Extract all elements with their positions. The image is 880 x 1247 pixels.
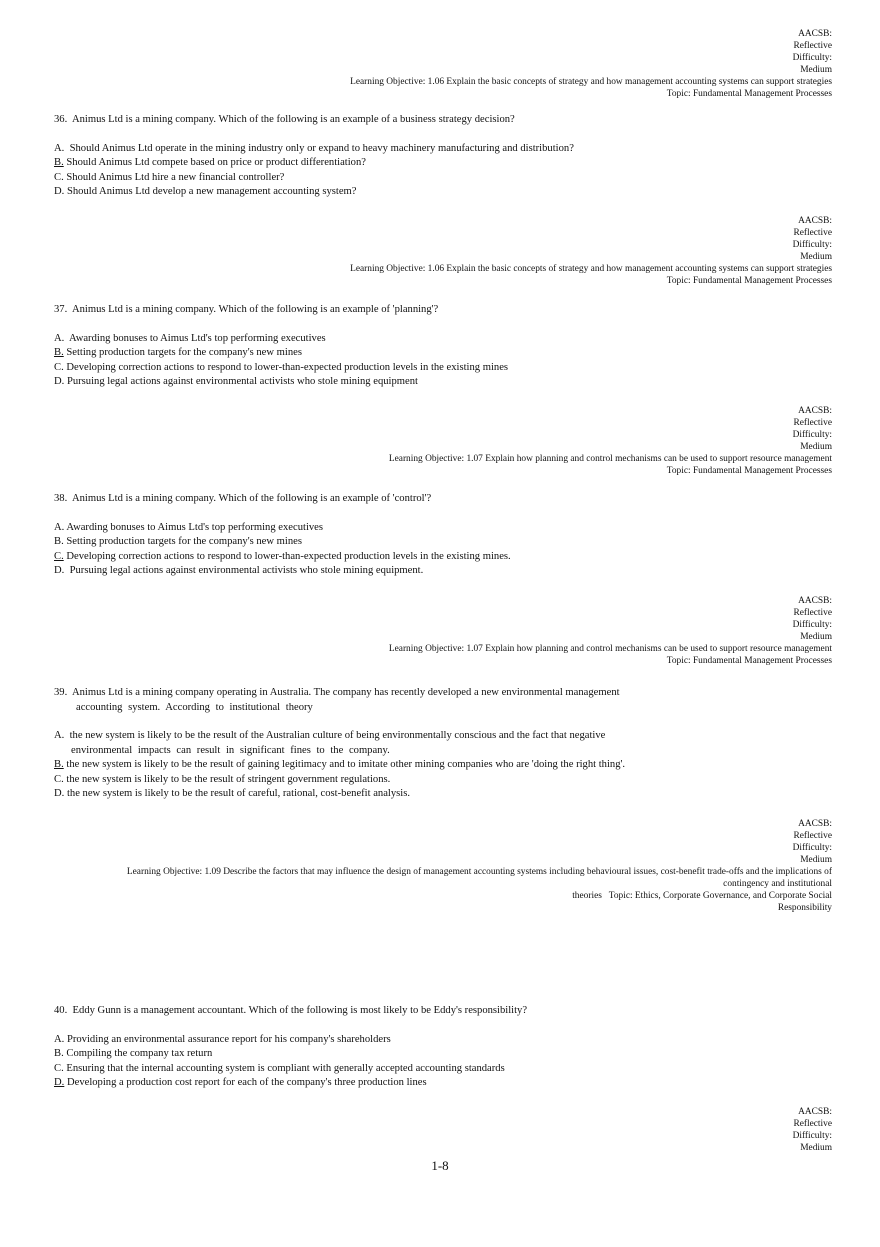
option-a: [54, 332, 820, 347]
option-text: Setting production targets for the company's new mines: [66, 347, 302, 358]
option-a: [54, 521, 820, 536]
aacsb-label: AACSB:: [798, 596, 832, 606]
option-letter-correct: B.: [54, 347, 64, 358]
difficulty-label: Difficulty:: [792, 53, 832, 63]
option-text: Should Animus Ltd compete based on price or product differentiation?: [66, 157, 366, 168]
option-d: [54, 185, 820, 200]
option-letter: D.: [54, 186, 65, 197]
option-text: Setting production targets for the company's new mines: [66, 536, 302, 547]
learning-objective-tail: theories: [572, 891, 602, 901]
option-letter-correct: C.: [54, 550, 64, 562]
option-a: [54, 1033, 820, 1048]
option-text: Should Animus Ltd hire a new financial controller?: [66, 171, 285, 183]
option-letter-correct: B.: [54, 157, 64, 168]
learning-objective: Learning Objective: 1.06 Explain the basic concepts of strategy and how management accounting systems can support strategies: [350, 264, 832, 274]
option-text: Pursuing legal actions against environmental activists who stole mining equipment: [66, 376, 418, 387]
option-text: Should Animus Ltd operate in the mining industry only or expand to heavy machinery manufacturing and distribution?: [69, 142, 574, 154]
aacsb-label: AACSB:: [798, 819, 832, 829]
question-metadata: [389, 405, 832, 477]
aacsb-value: Reflective: [793, 418, 832, 428]
option-letter: D.: [54, 376, 65, 387]
option-text: Awarding bonuses to Aimus Ltd's top performing executives: [69, 332, 326, 344]
question-metadata: [90, 818, 832, 914]
question-stem-continuation: accounting system. According to institutional theory: [76, 701, 313, 713]
option-letter: D.: [54, 565, 65, 576]
question-number: 39.: [54, 687, 68, 698]
option-d: [54, 564, 820, 579]
option-text: Compiling the company tax return: [66, 1048, 213, 1059]
option-letter: A.: [54, 730, 65, 741]
question-metadata: [350, 28, 832, 100]
question-metadata: [793, 1106, 832, 1154]
topic-tail: Responsibility: [777, 903, 832, 913]
question-stem: Animus Ltd is a mining company. Which of the following is an example of 'planning'?: [71, 304, 439, 315]
option-letter: A.: [54, 521, 65, 533]
option-b-correct: [54, 758, 820, 773]
question-40: [54, 1004, 820, 1091]
option-text-continuation: environmental impacts can result in significant fines to the company.: [71, 744, 390, 756]
question-stem: Animus Ltd is a mining company operating in Australia. The company has recently developed a new environmental management: [71, 687, 620, 698]
page-number: 1-8: [431, 1158, 449, 1173]
difficulty-label: Difficulty:: [792, 843, 832, 853]
topic: Topic: Fundamental Management Processes: [666, 466, 832, 476]
learning-objective: Learning Objective: 1.07 Explain how planning and control mechanisms can be used to support resource management: [388, 644, 832, 654]
option-text: Awarding bonuses to Aimus Ltd's top performing executives: [66, 521, 324, 533]
topic: Topic: Fundamental Management Processes: [666, 656, 832, 666]
difficulty-value: Medium: [800, 1143, 832, 1153]
option-letter: C.: [54, 1062, 64, 1074]
question-stem: Animus Ltd is a mining company. Which of the following is an example of a business strategy decision?: [71, 114, 515, 125]
option-c: [54, 361, 820, 376]
aacsb-value: Reflective: [793, 608, 832, 618]
option-a: [54, 142, 820, 157]
question-39: [54, 686, 820, 802]
option-b-correct: [54, 156, 820, 171]
difficulty-value: Medium: [800, 632, 832, 642]
aacsb-label: AACSB:: [798, 406, 832, 416]
option-c: [54, 1062, 820, 1077]
difficulty-label: Difficulty:: [792, 430, 832, 440]
difficulty-value: Medium: [800, 65, 832, 75]
question-38: [54, 492, 820, 579]
option-text: Providing an environmental assurance report for his company's shareholders: [66, 1033, 391, 1045]
option-text: Ensuring that the internal accounting system is compliant with generally accepted accounting standards: [66, 1062, 505, 1074]
option-letter-correct: B.: [54, 759, 64, 770]
option-letter: B.: [54, 1048, 64, 1059]
topic: Topic: Ethics, Corporate Governance, and Corporate Social: [608, 891, 832, 901]
option-c: [54, 773, 820, 788]
aacsb-value: Reflective: [793, 831, 832, 841]
option-text: Developing correction actions to respond to lower-than-expected production levels in the existing mines.: [66, 550, 511, 562]
option-d: [54, 375, 820, 390]
option-text: Pursuing legal actions against environmental activists who stole mining equipment.: [69, 565, 424, 576]
option-letter: A.: [54, 1033, 65, 1045]
option-letter: B.: [54, 536, 64, 547]
option-letter: C.: [54, 361, 64, 373]
option-letter: C.: [54, 171, 64, 183]
option-letter: C.: [54, 773, 64, 785]
option-letter-correct: D.: [54, 1077, 65, 1088]
learning-objective: Learning Objective: 1.09 Describe the factors that may influence the design of management accounting systems including behavioural issues, cost-benefit trade-offs and the implications of contingency and institutional: [126, 867, 832, 889]
option-b-correct: [54, 346, 820, 361]
option-c: [54, 171, 820, 186]
difficulty-label: Difficulty:: [792, 240, 832, 250]
topic: Topic: Fundamental Management Processes: [666, 276, 832, 286]
option-a: [54, 729, 820, 758]
question-number: 37.: [54, 304, 68, 315]
difficulty-value: Medium: [800, 855, 832, 865]
difficulty-value: Medium: [800, 252, 832, 262]
option-d-correct: [54, 1076, 820, 1091]
option-text: Developing a production cost report for each of the company's three production lines: [66, 1077, 427, 1088]
question-stem: Eddy Gunn is a management accountant. Which of the following is most likely to be Eddy's responsibility?: [72, 1005, 528, 1016]
question-36: [54, 113, 820, 200]
option-text: the new system is likely to be the result of the Australian culture of being environmentally conscious and the fact that negative: [69, 730, 606, 741]
aacsb-label: AACSB:: [798, 216, 832, 226]
aacsb-value: Reflective: [793, 228, 832, 238]
option-b: [54, 1047, 820, 1062]
difficulty-label: Difficulty:: [792, 1131, 832, 1141]
option-letter: A.: [54, 142, 65, 154]
option-text: Should Animus Ltd develop a new management accounting system?: [66, 186, 357, 197]
difficulty-label: Difficulty:: [792, 620, 832, 630]
question-metadata: [389, 595, 832, 667]
aacsb-value: Reflective: [793, 41, 832, 51]
learning-objective: Learning Objective: 1.07 Explain how planning and control mechanisms can be used to support resource management: [388, 454, 832, 464]
option-b: [54, 535, 820, 550]
option-letter: D.: [54, 788, 65, 799]
option-c-correct: [54, 550, 820, 565]
option-text: the new system is likely to be the result of gaining legitimacy and to imitate other mining companies who are 'doing the right thing'.: [66, 759, 626, 770]
option-d: [54, 787, 820, 802]
difficulty-value: Medium: [800, 442, 832, 452]
aacsb-label: AACSB:: [798, 29, 832, 39]
question-number: 38.: [54, 493, 68, 504]
aacsb-value: Reflective: [793, 1119, 832, 1129]
option-letter: A.: [54, 332, 65, 344]
question-number: 36.: [54, 114, 68, 125]
learning-objective: Learning Objective: 1.06 Explain the basic concepts of strategy and how management accounting systems can support strategies: [350, 77, 832, 87]
option-text: Developing correction actions to respond to lower-than-expected production levels in the existing mines: [66, 361, 509, 373]
option-text: the new system is likely to be the result of stringent government regulations.: [66, 773, 391, 785]
aacsb-label: AACSB:: [798, 1107, 832, 1117]
question-number: 40.: [54, 1005, 68, 1016]
option-text: the new system is likely to be the result of careful, rational, cost-benefit analysis.: [66, 788, 410, 799]
question-stem: Animus Ltd is a mining company. Which of the following is an example of 'control'?: [71, 493, 432, 504]
topic: Topic: Fundamental Management Processes: [666, 89, 832, 99]
question-metadata: [350, 215, 832, 287]
question-37: [54, 303, 820, 390]
